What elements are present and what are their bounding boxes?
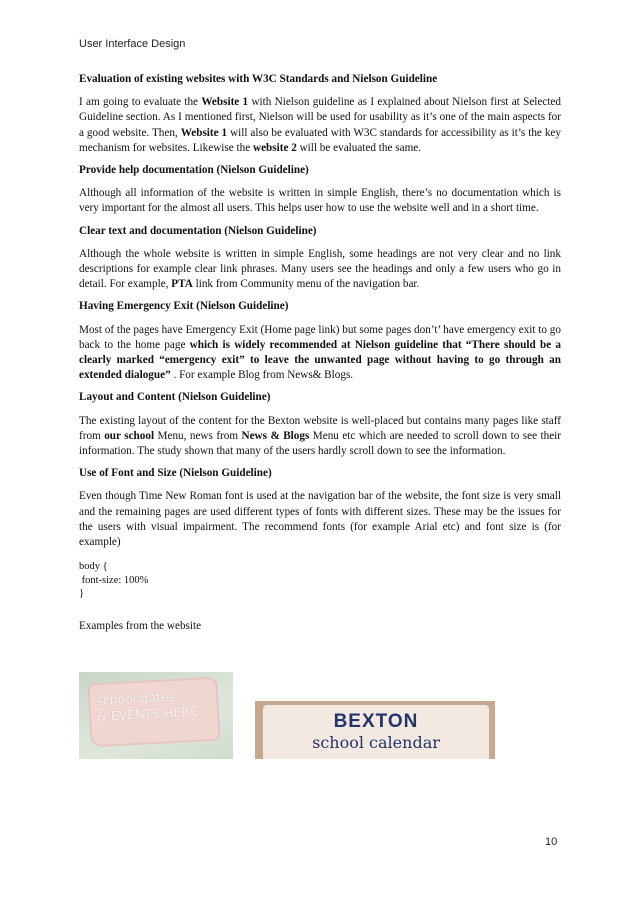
image-text: [96, 687, 214, 725]
code-line: font-size: 100%: [79, 574, 149, 586]
section-heading: Having Emergency Exit (Nielson Guideline): [79, 300, 289, 313]
image-text-line: BEXTON: [333, 711, 419, 732]
section-paragraph: The existing layout of the content for the Bexton website is well-placed but contains many pages like staff from our school Menu, news from News & Blogs Menu etc which are needed to scroll down to see their information. The study shown that many of the users hardly scroll down to see the information.: [79, 414, 561, 458]
section-heading: Evaluation of existing websites with W3C Standards and Nielson Guideline: [79, 73, 438, 85]
section-heading: Use of Font and Size (Nielson Guideline): [79, 467, 272, 480]
section-heading: Clear text and documentation (Nielson Guideline): [79, 224, 317, 237]
image-text-line: school calendar: [312, 733, 440, 752]
section-heading: Layout and Content (Nielson Guideline): [79, 391, 271, 404]
examples-label: Examples from the website: [79, 619, 202, 632]
image-text-line: school dates: [95, 688, 176, 708]
section-paragraph: Although all information of the website is written in simple English, there’s no documentation which is very important for the almost all users. This helps user how to use the website well and in a short time.: [79, 187, 561, 215]
section-paragraph: Although the whole website is written in simple English, some headings are not very clear and no link descriptions for example clear link phrases. Many users see the headings and only a few users who go in detail. For example, PTA link from Community menu of the navigation bar.: [79, 247, 561, 291]
page-number: 10: [545, 836, 558, 848]
example-image-school-dates: [79, 672, 233, 759]
sections-container: [79, 72, 561, 550]
section-paragraph: I am going to evaluate the Website 1 with Nielson guideline as I explained about Nielson first at Selected Guideline section. As I mentioned first, Nielson will be used for usability as it’s one of the main aspects for a good website. Then, Website 1 will also be evaluated with W3C standards for accessibility as it’s the key mechanism for websites. Likewise the website 2 will be evaluated the same.: [79, 96, 561, 154]
code-line: }: [79, 588, 85, 600]
section-paragraph: Even though Time New Roman font is used at the navigation bar of the website, the font size is very small and the remaining pages are used different types of fonts with different sizes. These may be the issues for the users with visual impairment. The recommend fonts (for example Arial etc) and font size is (for example): [79, 490, 561, 549]
page-content: [79, 72, 561, 634]
section-paragraph: Most of the pages have Emergency Exit (Home page link) but some pages don’t’ have emergency exit to go back to the home page which is widely recommended at Nielson guideline that “There should be a clearly marked “emergency exit” to leave the unwanted page without having to go through an extended dialogue” . For example Blog from News& Blogs.: [79, 323, 561, 382]
section-heading: Provide help documentation (Nielson Guideline): [79, 164, 309, 177]
code-snippet: [79, 560, 561, 601]
running-header: User Interface Design: [79, 38, 186, 50]
fabric-tag: [263, 705, 489, 759]
example-image-school-calendar: [255, 701, 495, 759]
image-text-line: & EVENTS HERE: [96, 703, 199, 724]
fabric-tag: [87, 677, 220, 748]
code-line: body {: [79, 561, 108, 573]
